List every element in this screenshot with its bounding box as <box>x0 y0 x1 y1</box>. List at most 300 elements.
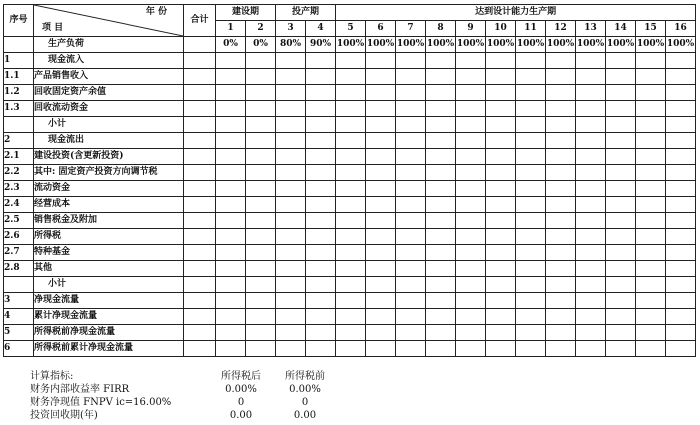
empty-cell <box>606 133 636 149</box>
empty-cell <box>546 117 576 133</box>
empty-cell <box>246 261 276 277</box>
empty-cell <box>486 197 516 213</box>
empty-cell <box>216 277 246 293</box>
empty-cell <box>576 181 606 197</box>
empty-cell <box>606 53 636 69</box>
empty-cell <box>636 165 666 181</box>
empty-cell <box>486 85 516 101</box>
empty-cell <box>336 149 366 165</box>
load-value-cell: 100% <box>486 37 516 53</box>
empty-cell <box>276 245 306 261</box>
empty-cell <box>426 229 456 245</box>
empty-cell <box>606 277 636 293</box>
empty-cell <box>336 277 366 293</box>
empty-cell <box>456 85 486 101</box>
empty-cell <box>546 341 576 357</box>
empty-cell <box>306 117 336 133</box>
empty-cell <box>184 69 216 85</box>
empty-cell <box>636 85 666 101</box>
empty-cell <box>366 101 396 117</box>
empty-cell <box>306 133 336 149</box>
after-tax-value: 0 <box>237 397 245 408</box>
empty-cell <box>216 341 246 357</box>
empty-cell <box>666 85 696 101</box>
empty-cell <box>456 165 486 181</box>
empty-cell <box>336 69 366 85</box>
empty-cell <box>396 261 426 277</box>
empty-cell <box>426 197 456 213</box>
empty-cell <box>246 85 276 101</box>
empty-cell <box>184 277 216 293</box>
year-header-cell: 11 <box>516 21 546 37</box>
empty-cell <box>486 101 516 117</box>
empty-cell <box>306 53 336 69</box>
empty-cell <box>184 293 216 309</box>
row-number: 6 <box>4 341 34 357</box>
empty-cell <box>666 325 696 341</box>
year-header-cell: 12 <box>546 21 576 37</box>
empty-cell <box>486 325 516 341</box>
empty-cell <box>336 101 366 117</box>
empty-cell <box>486 293 516 309</box>
load-total-cell <box>184 37 216 53</box>
empty-cell <box>246 277 276 293</box>
empty-cell <box>396 133 426 149</box>
row-label: 累计净现金流量 <box>34 309 184 325</box>
empty-cell <box>306 325 336 341</box>
empty-cell <box>184 165 216 181</box>
row-number: 2.2 <box>4 165 34 181</box>
empty-cell <box>516 229 546 245</box>
empty-cell <box>396 325 426 341</box>
empty-cell <box>276 181 306 197</box>
empty-cell <box>576 101 606 117</box>
empty-cell <box>516 165 546 181</box>
empty-cell <box>486 245 516 261</box>
empty-cell <box>366 149 396 165</box>
empty-cell <box>216 181 246 197</box>
empty-cell <box>276 293 306 309</box>
empty-cell <box>636 101 666 117</box>
empty-cell <box>576 325 606 341</box>
empty-cell <box>336 341 366 357</box>
empty-cell <box>486 277 516 293</box>
empty-cell <box>456 213 486 229</box>
empty-cell <box>516 277 546 293</box>
empty-cell <box>276 101 306 117</box>
load-value-cell: 100% <box>636 37 666 53</box>
empty-cell <box>666 293 696 309</box>
empty-cell <box>636 181 666 197</box>
empty-cell <box>276 341 306 357</box>
empty-cell <box>336 197 366 213</box>
empty-cell <box>216 85 246 101</box>
year-header-cell: 1 <box>216 21 246 37</box>
row-label: 销售税金及附加 <box>34 213 184 229</box>
indicator-label: 投资回收期(年) <box>30 410 98 421</box>
empty-cell <box>276 165 306 181</box>
row-label: 现金流入 <box>34 53 184 69</box>
empty-cell <box>276 309 306 325</box>
empty-cell <box>246 133 276 149</box>
empty-cell <box>486 165 516 181</box>
empty-cell <box>576 149 606 165</box>
empty-cell <box>396 341 426 357</box>
empty-cell <box>184 133 216 149</box>
load-value-cell: 100% <box>426 37 456 53</box>
row-number: 1.1 <box>4 69 34 85</box>
year-header-cell: 16 <box>666 21 696 37</box>
empty-cell <box>516 293 546 309</box>
empty-cell <box>426 213 456 229</box>
empty-cell <box>336 165 366 181</box>
row-label: 其中: 固定资产投资方向调节税 <box>34 165 184 181</box>
empty-cell <box>456 197 486 213</box>
empty-cell <box>366 293 396 309</box>
empty-cell <box>216 197 246 213</box>
empty-cell <box>516 261 546 277</box>
empty-cell <box>636 277 666 293</box>
empty-cell <box>184 261 216 277</box>
table-row <box>4 69 696 85</box>
year-header-cell: 15 <box>636 21 666 37</box>
empty-cell <box>516 213 546 229</box>
empty-cell <box>396 69 426 85</box>
empty-cell <box>456 261 486 277</box>
empty-cell <box>666 341 696 357</box>
empty-cell <box>576 85 606 101</box>
row-number: 2.4 <box>4 197 34 213</box>
empty-cell <box>486 117 516 133</box>
phase-build-header: 建设期 <box>216 5 276 21</box>
empty-cell <box>516 53 546 69</box>
empty-cell <box>336 229 366 245</box>
row-label: 特种基金 <box>34 245 184 261</box>
empty-cell <box>396 229 426 245</box>
before-tax-value: 0.00% <box>289 384 321 395</box>
empty-cell <box>246 149 276 165</box>
empty-cell <box>606 85 636 101</box>
empty-cell <box>606 117 636 133</box>
empty-cell <box>336 181 366 197</box>
empty-cell <box>426 133 456 149</box>
cash-flow-table <box>3 4 696 357</box>
load-value-cell: 100% <box>546 37 576 53</box>
empty-cell <box>546 197 576 213</box>
empty-cell <box>306 69 336 85</box>
empty-cell <box>184 101 216 117</box>
empty-cell <box>216 309 246 325</box>
empty-cell <box>546 213 576 229</box>
empty-cell <box>336 53 366 69</box>
row-label: 所得税 <box>34 229 184 245</box>
row-label: 所得税前累计净现金流量 <box>34 341 184 357</box>
empty-cell <box>306 341 336 357</box>
empty-cell <box>576 229 606 245</box>
load-value-cell: 80% <box>276 37 306 53</box>
empty-cell <box>546 261 576 277</box>
row-number: 2.6 <box>4 229 34 245</box>
empty-cell <box>396 53 426 69</box>
empty-cell <box>276 197 306 213</box>
empty-cell <box>576 245 606 261</box>
row-number: 2.1 <box>4 149 34 165</box>
empty-cell <box>516 101 546 117</box>
empty-cell <box>666 309 696 325</box>
empty-cell <box>666 165 696 181</box>
empty-cell <box>366 309 396 325</box>
table-row <box>4 277 696 293</box>
empty-cell <box>396 149 426 165</box>
empty-cell <box>516 325 546 341</box>
empty-cell <box>216 133 246 149</box>
empty-cell <box>306 85 336 101</box>
year-header-cell: 13 <box>576 21 606 37</box>
item-year-header <box>34 5 184 37</box>
empty-cell <box>306 149 336 165</box>
empty-cell <box>606 213 636 229</box>
empty-cell <box>636 293 666 309</box>
empty-cell <box>666 133 696 149</box>
empty-cell <box>306 277 336 293</box>
year-header-cell: 2 <box>246 21 276 37</box>
empty-cell <box>246 53 276 69</box>
row-label: 经营成本 <box>34 197 184 213</box>
empty-cell <box>606 69 636 85</box>
empty-cell <box>486 229 516 245</box>
row-label: 小计 <box>34 117 184 133</box>
empty-cell <box>396 181 426 197</box>
row-number: 2.3 <box>4 181 34 197</box>
before-tax-value: 0.00 <box>293 410 317 421</box>
empty-cell <box>486 133 516 149</box>
empty-cell <box>426 181 456 197</box>
table-row <box>4 245 696 261</box>
empty-cell <box>666 181 696 197</box>
row-label: 回收流动资金 <box>34 101 184 117</box>
empty-cell <box>606 229 636 245</box>
empty-cell <box>546 277 576 293</box>
empty-cell <box>366 229 396 245</box>
empty-cell <box>456 341 486 357</box>
table-row <box>4 133 696 149</box>
empty-cell <box>396 197 426 213</box>
empty-cell <box>246 325 276 341</box>
load-value-cell: 100% <box>606 37 636 53</box>
empty-cell <box>366 197 396 213</box>
load-label: 生产负荷 <box>34 37 184 53</box>
empty-cell <box>486 69 516 85</box>
year-header-cell: 7 <box>396 21 426 37</box>
empty-cell <box>306 197 336 213</box>
empty-cell <box>516 85 546 101</box>
table-row <box>4 213 696 229</box>
empty-cell <box>336 213 366 229</box>
empty-cell <box>636 341 666 357</box>
empty-cell <box>516 181 546 197</box>
empty-cell <box>396 117 426 133</box>
empty-cell <box>576 309 606 325</box>
empty-cell <box>486 261 516 277</box>
empty-cell <box>306 261 336 277</box>
empty-cell <box>246 229 276 245</box>
empty-cell <box>636 149 666 165</box>
empty-cell <box>216 325 246 341</box>
empty-cell <box>426 117 456 133</box>
empty-cell <box>396 165 426 181</box>
after-tax-value: 0.00 <box>229 410 253 421</box>
empty-cell <box>216 245 246 261</box>
empty-cell <box>456 277 486 293</box>
empty-cell <box>606 341 636 357</box>
row-label: 所得税前净现金流量 <box>34 325 184 341</box>
empty-cell <box>576 69 606 85</box>
table-row <box>4 101 696 117</box>
empty-cell <box>456 69 486 85</box>
empty-cell <box>606 101 636 117</box>
empty-cell <box>546 53 576 69</box>
after-tax-header: 所得税后 <box>221 371 261 382</box>
empty-cell <box>426 53 456 69</box>
empty-cell <box>426 69 456 85</box>
empty-cell <box>306 293 336 309</box>
year-header-cell: 14 <box>606 21 636 37</box>
load-value-cell: 100% <box>456 37 486 53</box>
empty-cell <box>666 261 696 277</box>
empty-cell <box>666 277 696 293</box>
empty-cell <box>486 149 516 165</box>
empty-cell <box>366 213 396 229</box>
empty-cell <box>306 245 336 261</box>
empty-cell <box>576 197 606 213</box>
empty-cell <box>246 101 276 117</box>
empty-cell <box>426 101 456 117</box>
empty-cell <box>276 85 306 101</box>
empty-cell <box>546 309 576 325</box>
row-number: 1.3 <box>4 101 34 117</box>
empty-cell <box>516 341 546 357</box>
empty-cell <box>216 149 246 165</box>
empty-cell <box>306 229 336 245</box>
empty-cell <box>276 53 306 69</box>
row-label: 流动资金 <box>34 181 184 197</box>
empty-cell <box>456 229 486 245</box>
phase-ramp-header: 投产期 <box>276 5 336 21</box>
empty-cell <box>456 293 486 309</box>
empty-cell <box>546 101 576 117</box>
empty-cell <box>336 133 366 149</box>
empty-cell <box>516 69 546 85</box>
empty-cell <box>636 53 666 69</box>
empty-cell <box>306 101 336 117</box>
empty-cell <box>276 261 306 277</box>
empty-cell <box>246 213 276 229</box>
row-label: 回收固定资产余值 <box>34 85 184 101</box>
load-value-cell: 100% <box>576 37 606 53</box>
table-row <box>4 293 696 309</box>
empty-cell <box>276 213 306 229</box>
empty-cell <box>636 69 666 85</box>
empty-cell <box>396 293 426 309</box>
empty-cell <box>276 149 306 165</box>
empty-cell <box>396 213 426 229</box>
row-label: 小计 <box>34 277 184 293</box>
year-header-cell: 6 <box>366 21 396 37</box>
empty-cell <box>636 213 666 229</box>
empty-cell <box>396 85 426 101</box>
empty-cell <box>486 341 516 357</box>
empty-cell <box>606 197 636 213</box>
after-tax-value: 0.00% <box>225 384 257 395</box>
empty-cell <box>216 165 246 181</box>
row-number: 2.7 <box>4 245 34 261</box>
empty-cell <box>516 117 546 133</box>
row-label: 建设投资(含更新投资) <box>34 149 184 165</box>
indicator-label: 财务净现值 FNPV ic=16.00% <box>30 397 172 408</box>
empty-cell <box>366 133 396 149</box>
empty-cell <box>426 277 456 293</box>
empty-cell <box>246 165 276 181</box>
empty-cell <box>366 53 396 69</box>
empty-cell <box>606 181 636 197</box>
empty-cell <box>546 245 576 261</box>
empty-cell <box>336 325 366 341</box>
empty-cell <box>516 133 546 149</box>
before-tax-header: 所得税前 <box>285 371 325 382</box>
empty-cell <box>486 53 516 69</box>
empty-cell <box>396 277 426 293</box>
load-value-cell: 0% <box>246 37 276 53</box>
empty-cell <box>636 325 666 341</box>
empty-cell <box>576 341 606 357</box>
empty-cell <box>636 261 666 277</box>
empty-cell <box>456 117 486 133</box>
empty-cell <box>576 53 606 69</box>
load-num-cell <box>4 37 34 53</box>
empty-cell <box>216 293 246 309</box>
table-row <box>4 197 696 213</box>
load-value-cell: 0% <box>216 37 246 53</box>
empty-cell <box>246 117 276 133</box>
empty-cell <box>426 85 456 101</box>
empty-cell <box>546 85 576 101</box>
year-header-cell: 4 <box>306 21 336 37</box>
empty-cell <box>216 101 246 117</box>
empty-cell <box>606 165 636 181</box>
row-number: 1.2 <box>4 85 34 101</box>
empty-cell <box>606 261 636 277</box>
empty-cell <box>636 245 666 261</box>
empty-cell <box>516 197 546 213</box>
empty-cell <box>576 133 606 149</box>
empty-cell <box>576 213 606 229</box>
empty-cell <box>184 229 216 245</box>
empty-cell <box>336 261 366 277</box>
empty-cell <box>636 229 666 245</box>
row-number: 1 <box>4 53 34 69</box>
empty-cell <box>606 309 636 325</box>
empty-cell <box>246 197 276 213</box>
table-row <box>4 341 696 357</box>
empty-cell <box>426 341 456 357</box>
table-row <box>4 181 696 197</box>
before-tax-value: 0 <box>301 397 309 408</box>
empty-cell <box>184 341 216 357</box>
empty-cell <box>366 165 396 181</box>
table-row <box>4 229 696 245</box>
empty-cell <box>636 133 666 149</box>
empty-cell <box>216 261 246 277</box>
